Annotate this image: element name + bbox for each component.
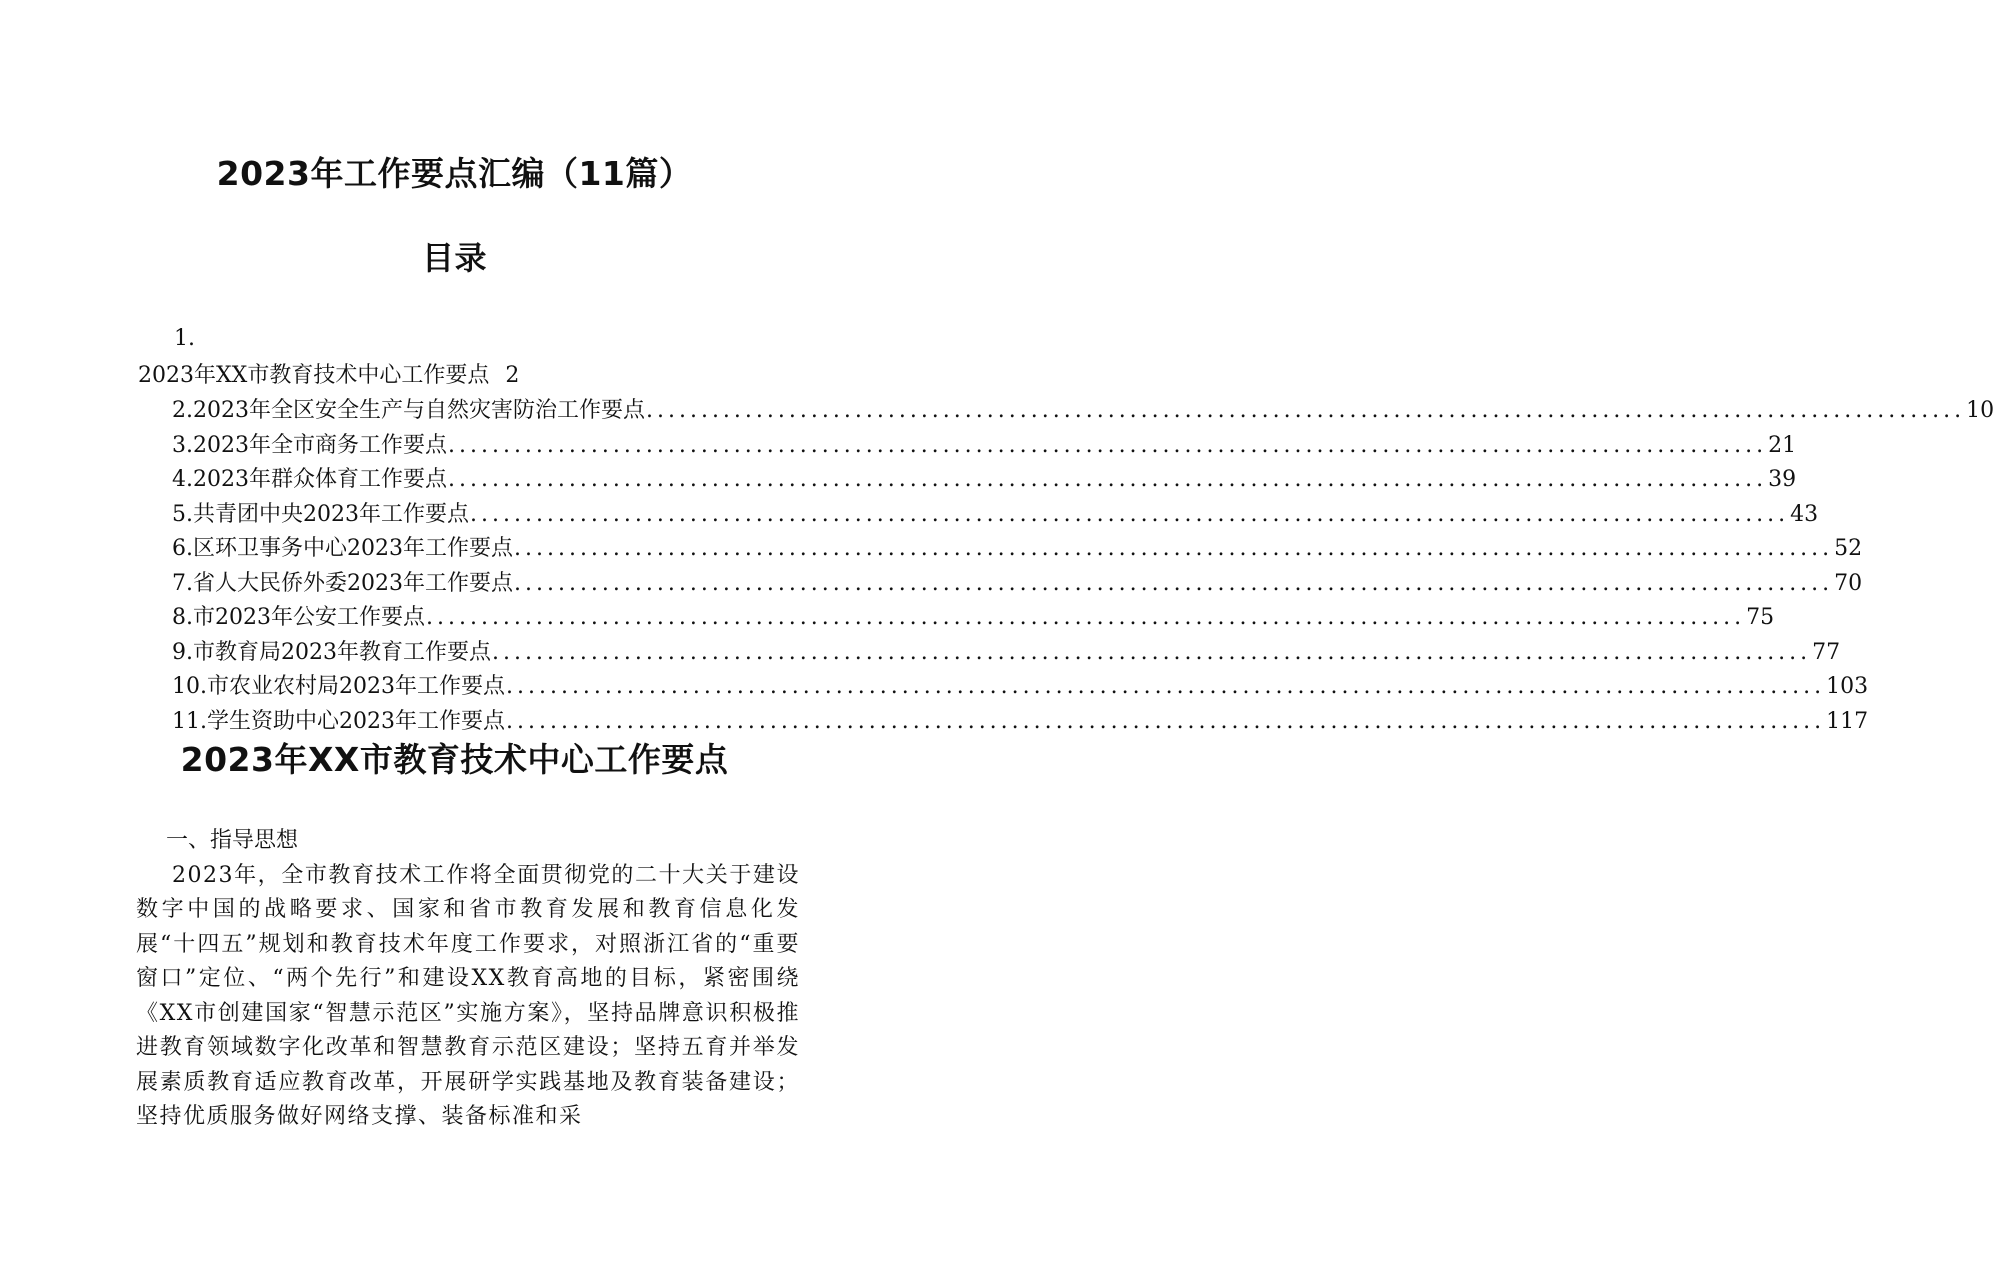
toc-entry[interactable] <box>172 601 1775 636</box>
toc-entry-page-number: 21 <box>1768 432 1797 458</box>
toc-entry-page-number: 10 <box>1966 398 1994 423</box>
toc-dot-leader: ........................................................................................................................ <box>505 708 1826 734</box>
toc-entry-1-label: 2023年XX市教育技术中心工作要点 <box>138 363 490 388</box>
toc-entry-label: 7.省人大民侨外委2023年工作要点 <box>172 570 513 596</box>
toc-entry-page-number: 52 <box>1834 536 1863 561</box>
toc-entry-1-number[interactable]: 1. <box>174 326 195 351</box>
toc-entry[interactable] <box>172 670 1869 705</box>
toc-entry[interactable] <box>172 636 1841 671</box>
toc-dot-leader: ........................................................................................................................ <box>645 398 1966 423</box>
toc-entry-label: 8.市2023年公安工作要点 <box>172 605 425 630</box>
toc-entry-page-number: 70 <box>1834 570 1863 596</box>
toc-entry-page-number: 39 <box>1768 467 1797 492</box>
toc-entry-page-number: 43 <box>1790 501 1819 527</box>
toc-dot-leader: ........................................................................................................................ <box>469 501 1790 527</box>
toc-entry-1[interactable] <box>138 359 519 394</box>
toc-entry-page-number: 77 <box>1812 639 1841 665</box>
section-body <box>136 824 800 1135</box>
toc-entry[interactable] <box>172 429 1797 464</box>
toc-entry[interactable] <box>172 498 1819 533</box>
toc-entry-label: 11.学生资助中心2023年工作要点 <box>172 708 505 734</box>
toc-entry-page-number: 117 <box>1826 708 1869 734</box>
toc-entry[interactable] <box>172 463 1797 498</box>
toc-entry-page-number: 75 <box>1746 605 1775 630</box>
toc-dot-leader: ........................................................................................................................ <box>513 570 1834 596</box>
toc-entry-page-number: 103 <box>1826 674 1869 699</box>
document-title: 2023年工作要点汇编（11篇） <box>216 154 693 193</box>
toc-dot-leader: ........................................................................................................................ <box>425 605 1746 630</box>
section-heading: 2023年XX市教育技术中心工作要点 <box>180 740 729 779</box>
toc-entry-label: 5.共青团中央2023年工作要点 <box>172 501 469 527</box>
toc-entry-label: 10.市农业农村局2023年工作要点 <box>172 674 505 699</box>
toc-entry[interactable] <box>172 567 1863 602</box>
body-paragraph: 2023年，全市教育技术工作将全面贯彻党的二十大关于建设数字中国的战略要求、国家和省市教育发展和教育信息化发展“十四五”规划和教育技术年度工作要求，对照浙江省的“重要窗口”定位、“两个先行”和建设XX教育高地的目标，紧密围绕《XX市创建国家“智慧示范区”实施方案》，坚持品牌意识积极推进教育领域数字化改革和智慧教育示范区建设；坚持五育并举发展素质教育适应教育改革，开展研学实践基地及教育装备建设；坚持优质服务做好网络支撑、装备标准和采 <box>136 862 800 1129</box>
toc-dot-leader: ........................................................................................................................ <box>505 674 1826 699</box>
toc-dot-leader: ........................................................................................................................ <box>447 432 1768 458</box>
toc-heading: 目录 <box>421 239 487 277</box>
toc-entry-label: 4.2023年群众体育工作要点 <box>172 467 447 492</box>
toc-dot-leader: ........................................................................................................................ <box>491 639 1812 665</box>
toc-entry[interactable] <box>172 394 1994 429</box>
toc-dot-leader: ........................................................................................................................ <box>513 536 1834 561</box>
toc-dot-leader: ........................................................................................................................ <box>447 467 1768 492</box>
toc-entry-label: 9.市教育局2023年教育工作要点 <box>172 639 491 665</box>
toc-entry[interactable] <box>172 705 1869 740</box>
toc-entry-label: 6.区环卫事务中心2023年工作要点 <box>172 536 513 561</box>
toc-entry-1-page: 2 <box>505 363 520 388</box>
toc-list <box>172 394 1994 739</box>
toc-entry-label: 3.2023年全市商务工作要点 <box>172 432 447 458</box>
toc-entry-label: 2.2023年全区安全生产与自然灾害防治工作要点 <box>172 398 645 423</box>
toc-entry[interactable] <box>172 532 1863 567</box>
section-subheading: 一、指导思想 <box>166 828 299 853</box>
